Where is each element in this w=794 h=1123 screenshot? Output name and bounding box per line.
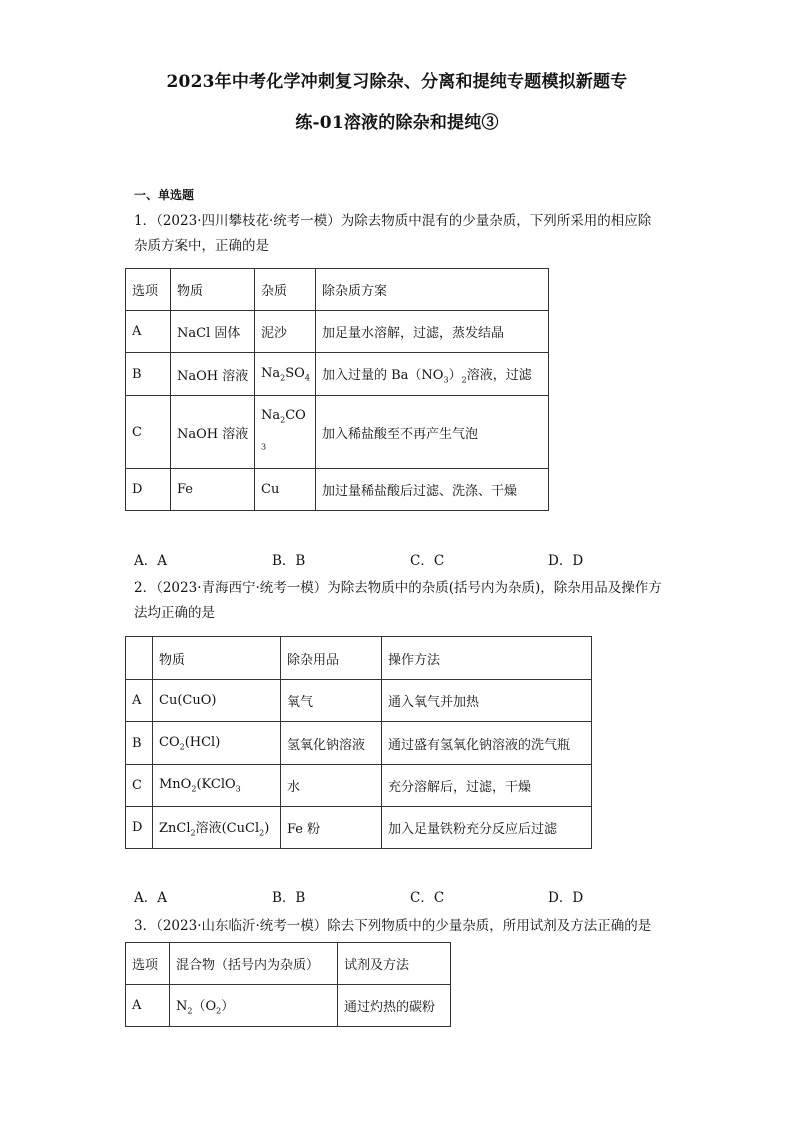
substance-cell: ZnCl$_2$溶液(CuCl$_2$) [153, 807, 281, 849]
impurity-cell: $Na_2SO_4$ [255, 353, 316, 396]
option-cell: A [126, 985, 170, 1027]
method-cell: 通过盛有氢氧化钠溶液的洗气瓶 [382, 722, 592, 765]
option-cell: B [126, 353, 171, 396]
table-row [126, 985, 451, 1027]
question-2-table [125, 636, 592, 849]
header-cell: 杂质 [255, 269, 316, 311]
substance-cell: NaOH 溶液 [171, 396, 255, 469]
table-row [126, 680, 592, 722]
table-row [126, 807, 592, 849]
option-cell: D [126, 807, 153, 849]
substance-cell: Fe [171, 469, 255, 511]
reagent-cell: Fe 粉 [281, 807, 382, 849]
table-row [126, 353, 549, 396]
header-cell: 除杂质方案 [316, 269, 549, 311]
reagent-cell: 氧气 [281, 680, 382, 722]
method-cell: 充分溶解后，过滤，干燥 [382, 765, 592, 807]
table-row [126, 396, 549, 469]
header-cell: 除杂用品 [281, 637, 382, 680]
option-c[interactable]: C．C [410, 890, 445, 906]
method-cell: 加入稀盐酸至不再产生气泡 [316, 396, 549, 469]
method-cell: 加过量稀盐酸后过滤、洗涤、干燥 [316, 469, 549, 511]
option-c[interactable]: C．C [410, 553, 445, 569]
impurity-cell: 泥沙 [255, 311, 316, 353]
option-b[interactable]: B．B [272, 890, 306, 906]
document-title-line-1: 2023年中考化学冲刺复习除杂、分离和提纯专题模拟新题专 [166, 72, 628, 92]
substance-cell: NaCl 固体 [171, 311, 255, 353]
header-cell: 选项 [126, 269, 171, 311]
option-cell: A [126, 680, 153, 722]
header-cell: 物质 [153, 637, 281, 680]
document-title-line-2: 练-01溶液的除杂和提纯③ [295, 113, 499, 133]
impurity-cell: Cu [255, 469, 316, 511]
reagent-cell: 氢氧化钠溶液 [281, 722, 382, 765]
option-cell: B [126, 722, 153, 765]
option-b[interactable]: B．B [272, 553, 306, 569]
header-cell: 混合物（括号内为杂质） [170, 943, 338, 985]
table-row [126, 722, 592, 765]
option-cell: A [126, 311, 171, 353]
question-3-text: 3．（2023·山东临沂·统考一模）除去下列物质中的少量杂质，所用试剂及方法正确的是 [134, 918, 652, 934]
table-header-row [126, 943, 451, 985]
question-2-text: 2．（2023·青海西宁·统考一模）为除去物质中的杂质(括号内为杂质)，除杂用品及操作方法均正确的是 [134, 580, 662, 621]
reagent-cell: 水 [281, 765, 382, 807]
question-3-table [125, 942, 451, 1027]
header-cell: 试剂及方法 [338, 943, 451, 985]
option-cell: C [126, 396, 171, 469]
option-a[interactable]: A．A [134, 553, 167, 569]
substance-cell: NaOH 溶液 [171, 353, 255, 396]
substance-cell: MnO$_2$(KClO$_3$ [153, 765, 281, 807]
section-heading: 一、单选题 [134, 188, 195, 202]
option-d[interactable]: D．D [548, 890, 584, 906]
table-row [126, 765, 592, 807]
table-header-row [126, 637, 592, 680]
substance-cell: $CO_2(HCl)$ [153, 722, 281, 765]
header-cell: 选项 [126, 943, 170, 985]
method-cell: 通入氧气并加热 [382, 680, 592, 722]
method-cell: 加入过量的 $Ba(NO_3)_2$溶液，过滤 [316, 353, 549, 396]
header-cell: 物质 [171, 269, 255, 311]
question-1-table [125, 268, 549, 511]
header-cell: 操作方法 [382, 637, 592, 680]
table-row [126, 311, 549, 353]
option-cell: D [126, 469, 171, 511]
impurity-cell: $Na_2CO$ $_3$ [255, 396, 316, 469]
table-header-row [126, 269, 549, 311]
option-cell: C [126, 765, 153, 807]
substance-cell: Cu(CuO) [153, 680, 281, 722]
table-row [126, 469, 549, 511]
method-cell: 加足量水溶解，过滤，蒸发结晶 [316, 311, 549, 353]
method-cell: 通过灼热的碳粉 [338, 985, 451, 1027]
method-cell: 加入足量铁粉充分反应后过滤 [382, 807, 592, 849]
option-a[interactable]: A．A [134, 890, 167, 906]
mixture-cell: $N_2(O_2)$ [170, 985, 338, 1027]
header-cell [126, 637, 153, 680]
option-d[interactable]: D．D [548, 553, 584, 569]
question-1-text: 1．（2023·四川攀枝花·统考一模）为除去物质中混有的少量杂质，下列所采用的相应除杂质方案中，正确的是 [134, 213, 652, 254]
